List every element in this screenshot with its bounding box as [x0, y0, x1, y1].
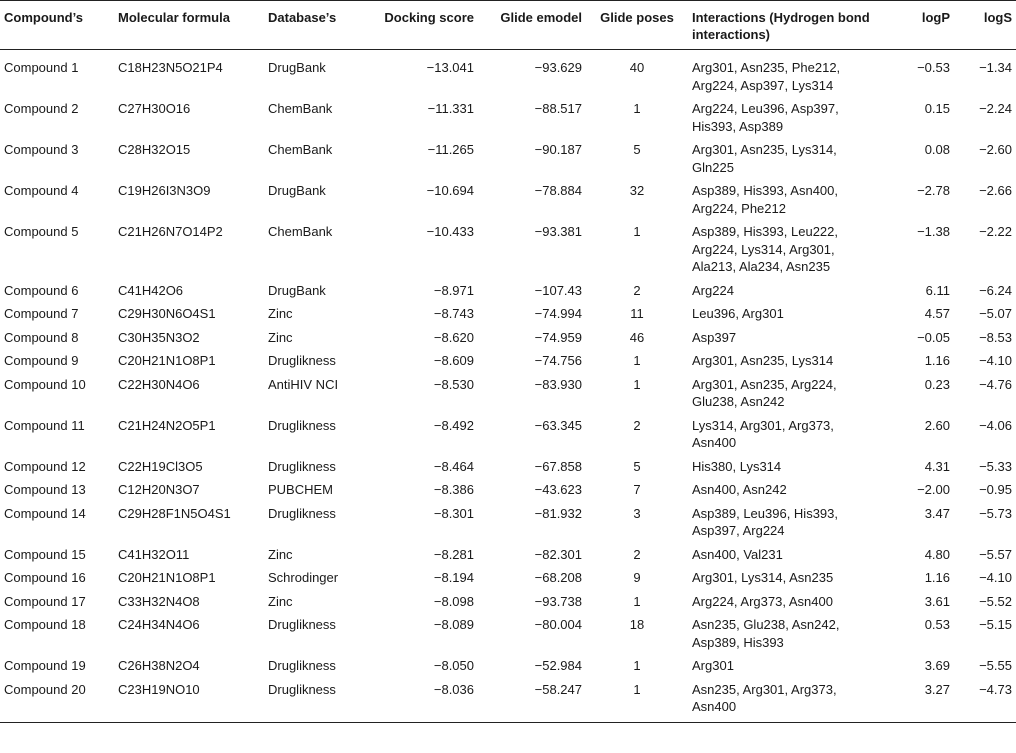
- header-row: [0, 1, 1016, 50]
- logp-cell: −0.53: [917, 60, 950, 75]
- glide-emodel-cell: −81.932: [534, 505, 582, 521]
- glide-poses-cell: 1: [586, 678, 688, 723]
- header-database: Database’s: [264, 1, 374, 50]
- table-row: [0, 678, 1016, 723]
- logs-cell: −4.73: [954, 678, 1016, 723]
- header-glide-poses: Glide poses: [586, 1, 688, 50]
- interactions-cell: Asn400, Asn242: [692, 482, 787, 497]
- database-cell: Druglikness: [268, 658, 336, 673]
- compound-cell: Compound 15: [4, 546, 86, 562]
- compound-cell: Compound 14: [4, 505, 86, 521]
- table-row: [0, 220, 1016, 279]
- formula-cell: C24H34N4O6: [118, 617, 200, 632]
- glide-poses-cell: 46: [629, 329, 645, 345]
- docking-score-cell: −8.971: [433, 282, 474, 298]
- interactions-cell: Asp389, His393, Asn400, Arg224, Phe212: [692, 183, 838, 216]
- compound-cell: Compound 4: [4, 183, 79, 198]
- logs-cell: −2.66: [979, 183, 1012, 198]
- database-cell: AntiHIV NCI: [268, 376, 339, 392]
- database-cell: Druglikness: [268, 458, 336, 474]
- interactions-cell: Arg301, Asn235, Lys314, Gln225: [692, 142, 837, 175]
- logs-cell: −5.07: [979, 306, 1012, 321]
- table-row: [0, 302, 1016, 326]
- formula-cell: C29H28F1N5O4S1: [118, 505, 231, 521]
- compound-cell: Compound 18: [4, 617, 86, 632]
- docking-score-cell: −8.464: [433, 458, 474, 474]
- table-row: [0, 349, 1016, 373]
- compound-cell: Compound 13: [4, 482, 86, 497]
- interactions-cell: Asp397: [692, 329, 737, 345]
- docking-score-cell: −8.492: [433, 417, 474, 433]
- formula-cell: C22H19Cl3O5: [118, 458, 203, 474]
- formula-cell: C23H19NO10: [114, 678, 264, 723]
- glide-poses-cell: 2: [633, 282, 641, 298]
- formula-cell: C20H21N1O8P1: [118, 570, 216, 585]
- logp-cell: −1.38: [917, 224, 950, 239]
- glide-emodel-cell: −80.004: [534, 617, 582, 632]
- compound-cell: Compound 17: [4, 593, 86, 609]
- glide-poses-cell: 5: [633, 458, 641, 474]
- compound-cell: Compound 12: [4, 458, 86, 474]
- formula-cell: C21H24N2O5P1: [118, 417, 216, 433]
- logs-cell: −8.53: [979, 329, 1012, 345]
- logp-cell: 2.60: [924, 417, 950, 433]
- logp-cell: 3.47: [924, 505, 950, 521]
- docking-score-cell: −8.530: [433, 376, 474, 392]
- formula-cell: C27H30O16: [118, 101, 191, 116]
- formula-cell: C21H26N7O14P2: [118, 224, 223, 239]
- glide-poses-cell: 1: [633, 593, 641, 609]
- database-cell: DrugBank: [268, 60, 326, 75]
- glide-poses-cell: 2: [633, 546, 641, 562]
- logs-cell: −5.15: [979, 617, 1012, 632]
- database-cell: Zinc: [268, 546, 293, 562]
- compound-cell: Compound 8: [4, 329, 79, 345]
- logp-cell: −2.00: [917, 482, 950, 497]
- glide-poses-cell: 3: [633, 505, 641, 521]
- glide-poses-cell: 9: [633, 570, 641, 585]
- glide-emodel-cell: −107.43: [534, 282, 582, 298]
- logs-cell: −0.95: [979, 482, 1012, 497]
- database-cell: Druglikness: [268, 505, 336, 521]
- compound-cell: Compound 9: [4, 353, 79, 368]
- logs-cell: −6.24: [979, 282, 1012, 298]
- logs-cell: −2.22: [979, 224, 1012, 239]
- interactions-cell: Arg224, Leu396, Asp397, His393, Asp389: [692, 101, 839, 134]
- logs-cell: −5.52: [979, 593, 1012, 609]
- glide-emodel-cell: −78.884: [534, 183, 582, 198]
- logs-cell: −2.60: [979, 142, 1012, 157]
- table-row: [0, 326, 1016, 350]
- glide-emodel-cell: −43.623: [534, 482, 582, 497]
- glide-poses-cell: 1: [633, 376, 641, 392]
- logs-cell: −4.76: [979, 376, 1012, 392]
- table-row: [0, 613, 1016, 654]
- database-cell: PUBCHEM: [268, 482, 334, 497]
- interactions-cell: Arg301: [692, 658, 734, 673]
- interactions-cell: Leu396, Arg301: [692, 306, 784, 321]
- database-cell: Zinc: [268, 306, 293, 321]
- glide-emodel-cell: −93.738: [534, 593, 582, 609]
- docking-score-cell: −8.194: [433, 570, 474, 585]
- docking-score-cell: −8.050: [433, 658, 474, 673]
- formula-cell: C29H30N6O4S1: [118, 306, 216, 321]
- glide-emodel-cell: −83.930: [534, 376, 582, 392]
- table-row: [0, 455, 1016, 479]
- logp-cell: 0.08: [924, 142, 950, 157]
- docking-score-cell: −8.036: [374, 678, 478, 723]
- table-row: [0, 373, 1016, 414]
- interactions-cell: Arg301, Asn235, Arg224, Glu238, Asn242: [692, 376, 837, 409]
- glide-emodel-cell: −58.247: [478, 678, 586, 723]
- logp-cell: 1.16: [924, 570, 950, 585]
- logs-cell: −5.33: [979, 458, 1012, 474]
- docking-score-cell: −8.089: [433, 617, 474, 632]
- header-logs: logS: [954, 1, 1016, 50]
- compound-cell: Compound 2: [4, 101, 79, 116]
- logp-cell: 6.11: [925, 282, 950, 298]
- logp-cell: −0.05: [917, 329, 950, 345]
- formula-cell: C20H21N1O8P1: [118, 353, 216, 368]
- header-compound: Compound’s: [0, 1, 114, 50]
- formula-cell: C30H35N3O2: [118, 329, 200, 345]
- table-row: [0, 138, 1016, 179]
- header-glide-emodel: Glide emodel: [478, 1, 586, 50]
- table-row: [0, 179, 1016, 220]
- glide-poses-cell: 1: [633, 658, 641, 673]
- formula-cell: C26H38N2O4: [118, 658, 200, 673]
- glide-emodel-cell: −67.858: [534, 458, 582, 474]
- glide-emodel-cell: −90.187: [534, 142, 582, 157]
- interactions-cell: Lys314, Arg301, Arg373, Asn400: [692, 417, 834, 450]
- interactions-cell: Arg301, Lys314, Asn235: [692, 570, 834, 585]
- table-row: [0, 654, 1016, 678]
- table-row: [0, 502, 1016, 543]
- glide-emodel-cell: −93.381: [534, 224, 582, 239]
- glide-poses-cell: 1: [633, 101, 641, 116]
- glide-poses-cell: 1: [633, 353, 641, 368]
- database-cell: Zinc: [268, 593, 293, 609]
- logp-cell: 4.57: [924, 306, 950, 321]
- glide-poses-cell: 11: [630, 306, 644, 321]
- interactions-cell: Asn235, Arg301, Arg373, Asn400: [688, 678, 874, 723]
- logs-cell: −2.24: [979, 101, 1012, 116]
- database-cell: Druglikness: [268, 617, 336, 632]
- logp-cell: 0.15: [924, 101, 950, 116]
- compound-cell: Compound 19: [4, 658, 86, 673]
- formula-cell: C18H23N5O21P4: [118, 60, 223, 75]
- logp-cell: 3.27: [874, 678, 954, 723]
- table-row: [0, 279, 1016, 303]
- formula-cell: C41H42O6: [118, 282, 184, 298]
- compound-cell: Compound 6: [4, 282, 79, 298]
- docking-score-cell: −8.620: [433, 329, 474, 345]
- logp-cell: 4.80: [924, 546, 950, 562]
- logp-cell: −2.78: [917, 183, 950, 198]
- database-cell: ChemBank: [268, 101, 333, 116]
- header-interactions: Interactions (Hydrogen bond interactions): [688, 1, 874, 50]
- logp-cell: 3.61: [924, 593, 950, 609]
- glide-emodel-cell: −74.959: [534, 329, 582, 345]
- logs-cell: −4.10: [979, 353, 1012, 368]
- docking-score-cell: −11.331: [427, 101, 474, 116]
- interactions-cell: Asp389, Leu396, His393, Asp397, Arg224: [692, 505, 838, 538]
- docking-score-cell: −10.433: [426, 224, 474, 239]
- header-logp: logP: [874, 1, 954, 50]
- logp-cell: 0.53: [924, 617, 950, 632]
- glide-emodel-cell: −52.984: [534, 658, 582, 673]
- database-cell: Druglikness: [268, 353, 336, 368]
- formula-cell: C19H26I3N3O9: [118, 183, 211, 198]
- compound-cell: Compound 10: [4, 376, 86, 392]
- database-cell: DrugBank: [268, 282, 326, 298]
- compound-cell: Compound 7: [4, 306, 79, 321]
- table-row: [0, 97, 1016, 138]
- database-cell: ChemBank: [268, 142, 333, 157]
- glide-emodel-cell: −74.994: [534, 306, 582, 321]
- logs-cell: −4.06: [979, 417, 1012, 433]
- interactions-cell: Arg301, Asn235, Lys314: [692, 353, 834, 368]
- interactions-cell: Arg224: [692, 282, 734, 298]
- interactions-cell: Asn400, Val231: [692, 546, 783, 562]
- table-row: [0, 478, 1016, 502]
- docking-score-cell: −10.694: [426, 183, 474, 198]
- database-cell: DrugBank: [268, 183, 326, 198]
- docking-score-cell: −13.041: [426, 60, 474, 75]
- formula-cell: C12H20N3O7: [118, 482, 200, 497]
- formula-cell: C41H32O11: [118, 546, 190, 562]
- table-row: [0, 414, 1016, 455]
- logp-cell: 0.23: [924, 376, 950, 392]
- table-header: [0, 1, 1016, 50]
- glide-poses-cell: 40: [629, 60, 645, 75]
- docking-score-cell: −11.265: [427, 142, 474, 157]
- database-cell: ChemBank: [268, 224, 333, 239]
- logs-cell: −1.34: [979, 60, 1012, 75]
- interactions-cell: Arg224, Arg373, Asn400: [692, 593, 833, 609]
- compound-cell: Compound 16: [4, 570, 86, 585]
- database-cell: Schrodinger: [268, 570, 339, 585]
- database-cell: Zinc: [268, 329, 293, 345]
- glide-emodel-cell: −88.517: [534, 101, 582, 116]
- table-row: [0, 543, 1016, 567]
- docking-score-cell: −8.743: [433, 306, 474, 321]
- table-row: [0, 590, 1016, 614]
- docking-score-cell: −8.301: [433, 505, 474, 521]
- glide-poses-cell: 7: [633, 482, 641, 497]
- database-cell: Druglikness: [264, 678, 374, 723]
- docking-score-cell: −8.386: [433, 482, 474, 497]
- formula-cell: C22H30N4O6: [118, 376, 200, 392]
- compound-cell: Compound 20: [0, 678, 114, 723]
- compound-cell: Compound 3: [4, 142, 79, 157]
- table-body: [0, 50, 1016, 723]
- table-row: [0, 566, 1016, 590]
- glide-poses-cell: 2: [633, 417, 641, 433]
- logs-cell: −5.73: [979, 505, 1012, 521]
- glide-poses-cell: 1: [633, 224, 641, 239]
- glide-emodel-cell: −68.208: [534, 570, 582, 585]
- database-cell: Druglikness: [268, 417, 336, 433]
- compound-cell: Compound 1: [4, 60, 79, 75]
- header-docking-score: Docking score: [374, 1, 478, 50]
- formula-cell: C33H32N4O8: [118, 593, 200, 609]
- glide-emodel-cell: −74.756: [534, 353, 582, 368]
- interactions-cell: His380, Lys314: [692, 458, 782, 474]
- interactions-cell: Asp389, His393, Leu222, Arg224, Lys314, Arg301, Ala213, Ala234, Asn235: [692, 224, 838, 274]
- logp-cell: 4.31: [924, 458, 950, 474]
- logs-cell: −5.55: [979, 658, 1012, 673]
- formula-cell: C28H32O15: [118, 142, 191, 157]
- docking-score-cell: −8.609: [433, 353, 474, 368]
- glide-poses-cell: 32: [629, 183, 645, 198]
- docking-score-cell: −8.281: [433, 546, 474, 562]
- interactions-cell: Arg301, Asn235, Phe212, Arg224, Asp397, Lys314: [692, 60, 841, 93]
- logp-cell: 1.16: [924, 353, 950, 368]
- logs-cell: −4.10: [979, 570, 1012, 585]
- logp-cell: 3.69: [924, 658, 950, 673]
- header-molecular-formula: Molecular formula: [114, 1, 264, 50]
- compound-cell: Compound 5: [4, 224, 79, 239]
- glide-emodel-cell: −93.629: [534, 60, 582, 75]
- table-row: [0, 50, 1016, 98]
- glide-emodel-cell: −82.301: [534, 546, 582, 562]
- docking-score-cell: −8.098: [433, 593, 474, 609]
- glide-emodel-cell: −63.345: [534, 417, 582, 433]
- interactions-cell: Asn235, Glu238, Asn242, Asp389, His393: [692, 617, 840, 650]
- logs-cell: −5.57: [979, 546, 1012, 562]
- glide-poses-cell: 5: [633, 142, 641, 157]
- compound-cell: Compound 11: [4, 417, 85, 433]
- glide-poses-cell: 18: [629, 617, 645, 632]
